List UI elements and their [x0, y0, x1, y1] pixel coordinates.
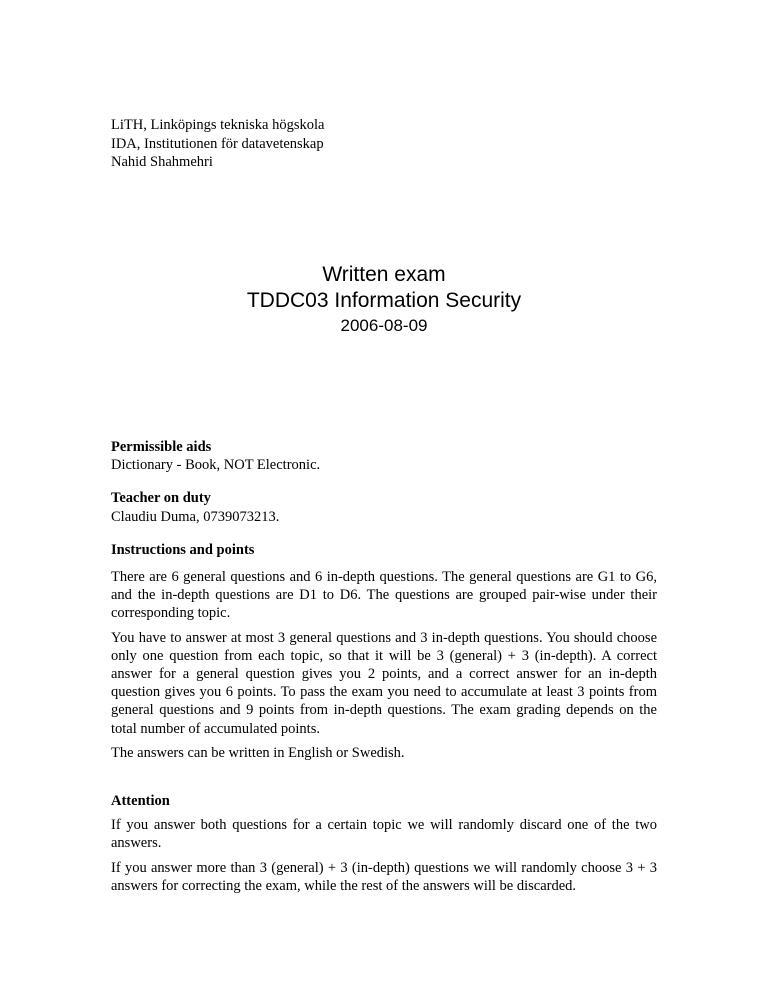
- institution-header: [111, 116, 324, 172]
- paragraph: You have to answer at most 3 general questions and 3 in-depth questions. You should choose only one question from each topic, so that it will be 3 (general) + 3 (in-depth). A correct answer for a general question gives you 2 points, and a correct answer for an in-depth question gives you 6 points. To pass the exam you need to accumulate at least 3 points from general questions and 9 points from in-depth questions. The exam grading depends on the total number of accumulated points.: [111, 629, 657, 737]
- university-name: LiTH, Linköpings tekniska högskola: [111, 117, 325, 133]
- exam-title: Written exam: [322, 263, 446, 286]
- section-text: Dictionary - Book, NOT Electronic.: [111, 457, 321, 474]
- course-title: TDDC03 Information Security: [246, 289, 522, 312]
- section-heading: Instructions and points: [111, 541, 255, 558]
- paragraph: If you answer more than 3 (general) + 3 (in-depth) questions we will randomly choose 3 + 3 answers for correcting the exam, while the rest of the answers will be discarded.: [111, 859, 657, 894]
- section-text: Claudiu Duma, 0739073213.: [111, 508, 280, 525]
- author-name: Nahid Shahmehri: [111, 154, 213, 170]
- title-block: [0, 262, 768, 338]
- section-attention: [111, 792, 657, 895]
- section-heading: Teacher on duty: [111, 490, 211, 507]
- exam-body: [111, 438, 657, 895]
- section-permissible-aids: [111, 438, 657, 474]
- section-heading: Attention: [111, 793, 170, 810]
- paragraph: There are 6 general questions and 6 in-depth questions. The general questions are G1 to G6, and the in-depth questions are D1 to D6. The questions are grouped pair-wise under their corresponding topic.: [111, 569, 657, 622]
- department-name: IDA, Institutionen för datavetenskap: [111, 135, 324, 152]
- paragraph: The answers can be written in English or Swedish.: [111, 744, 405, 761]
- exam-date: 2006-08-09: [340, 316, 428, 335]
- paragraph: If you answer both questions for a certain topic we will randomly discard one of the two answers.: [111, 817, 657, 852]
- section-teacher-on-duty: [111, 489, 657, 525]
- section-heading: Permissible aids: [111, 439, 212, 455]
- section-instructions: [111, 541, 657, 762]
